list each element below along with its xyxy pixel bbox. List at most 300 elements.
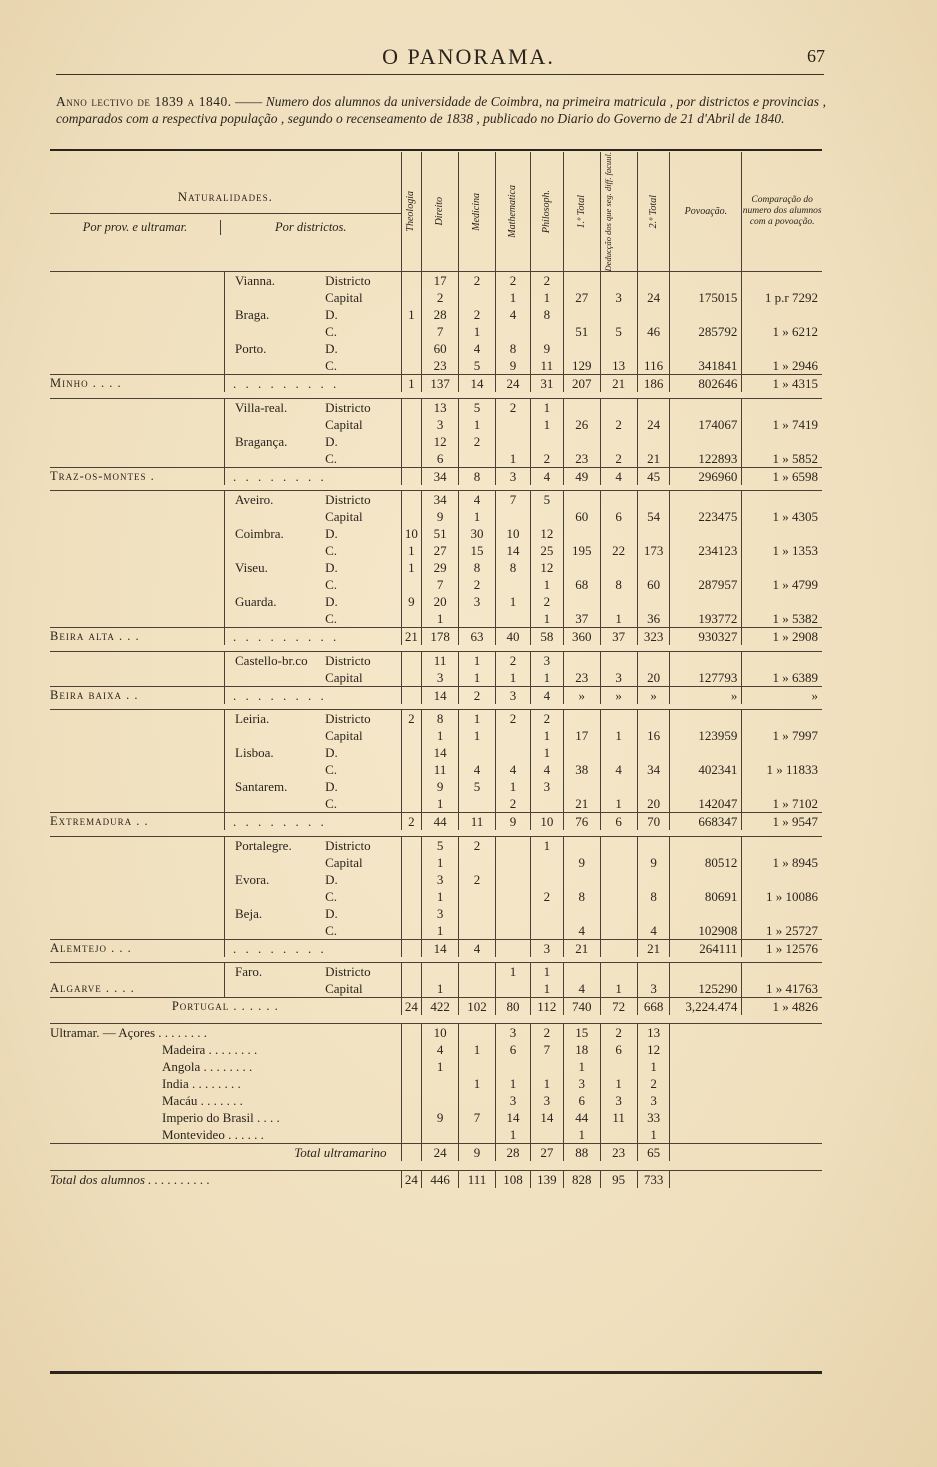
ultramar-value [401, 1023, 422, 1041]
portugal-value: 80 [496, 998, 531, 1016]
value-cell: 7 [496, 491, 531, 509]
grand-total-value: 108 [496, 1171, 531, 1189]
district-type: C. [325, 358, 338, 374]
value-cell [401, 357, 422, 375]
province-cell [50, 905, 225, 922]
value-cell: 1 [422, 727, 459, 744]
value-cell: 30 [459, 525, 496, 542]
povoacao-cell [670, 836, 742, 854]
total-value-cell [401, 939, 422, 957]
value-cell: 1 [459, 508, 496, 525]
value-cell [496, 744, 531, 761]
value-cell [496, 871, 531, 888]
province-cell [50, 323, 225, 340]
value-cell: 5 [422, 836, 459, 854]
value-cell: 17 [563, 727, 600, 744]
value-cell: 9 [637, 854, 670, 871]
value-cell [401, 778, 422, 795]
value-cell: 6 [600, 508, 637, 525]
value-cell [401, 922, 422, 940]
value-cell: 3 [422, 905, 459, 922]
comparacao-cell: 1 » 4305 [742, 508, 822, 525]
value-cell: 2 [459, 272, 496, 290]
district-type: Capital [325, 981, 363, 997]
table-row [50, 778, 822, 795]
ultramar-value [459, 1023, 496, 1041]
province-name: Beira alta . . . [50, 628, 225, 646]
table-body [50, 272, 822, 1189]
comparacao-cell: 1 » 7997 [742, 727, 822, 744]
comparacao-cell: 1 » 2946 [742, 357, 822, 375]
value-cell [401, 980, 422, 998]
portugal-comparacao: 1 » 4826 [742, 998, 822, 1016]
province-cell [50, 491, 225, 509]
value-cell [637, 559, 670, 576]
district-type: Capital [325, 669, 363, 685]
header-por-prov: Por prov. e ultramar. [50, 220, 221, 235]
povoacao-cell: 122893 [670, 450, 742, 468]
comparacao-total: 1 » 2908 [742, 628, 822, 646]
ultramar-total-value: 88 [563, 1143, 600, 1161]
district-name: Porto. [225, 340, 326, 357]
value-cell: 1 [600, 610, 637, 628]
comparacao-cell [742, 710, 822, 728]
total-value-cell: 40 [496, 628, 531, 646]
district-type: Capital [325, 416, 363, 432]
province-cell [50, 854, 225, 871]
empty-cell [742, 1143, 822, 1161]
value-cell [563, 525, 600, 542]
value-cell [530, 433, 563, 450]
comparacao-total: 1 » 6598 [742, 467, 822, 485]
value-cell: 21 [563, 795, 600, 813]
value-cell [600, 744, 637, 761]
ultramar-value [600, 1126, 637, 1144]
value-cell [637, 963, 670, 981]
value-cell [496, 416, 531, 433]
province-cell [50, 744, 225, 761]
province-cell [50, 306, 225, 323]
value-cell [401, 905, 422, 922]
table-header-row [50, 152, 822, 272]
ultramar-total-value: 24 [422, 1143, 459, 1161]
value-cell [600, 433, 637, 450]
district-name: Portalegre. [225, 836, 326, 854]
povoacao-total: 802646 [670, 375, 742, 393]
value-cell: 2 [496, 710, 531, 728]
total-value-cell: 10 [530, 813, 563, 831]
value-cell: 3 [600, 669, 637, 687]
value-cell: 17 [422, 272, 459, 290]
value-cell [401, 491, 422, 509]
total-value-cell: 21 [563, 939, 600, 957]
ultramar-total-label: Total ultramarino [50, 1143, 401, 1161]
district-name [225, 357, 326, 375]
ultramar-value [459, 1126, 496, 1144]
table-row [50, 593, 822, 610]
value-cell [401, 508, 422, 525]
value-cell: 13 [422, 398, 459, 416]
value-cell: 8 [563, 888, 600, 905]
value-cell: 12 [530, 559, 563, 576]
portugal-value: 112 [530, 998, 563, 1016]
ultramar-value: 15 [563, 1023, 600, 1041]
empty-cell [742, 1092, 822, 1109]
table-row [50, 542, 822, 559]
total-value-cell: 323 [637, 628, 670, 646]
province-cell [50, 610, 225, 628]
value-cell: 10 [496, 525, 531, 542]
value-cell: 1 [459, 710, 496, 728]
value-cell [637, 593, 670, 610]
value-cell: 8 [496, 559, 531, 576]
district-type: Districto [325, 491, 401, 509]
ultramar-value: 9 [422, 1109, 459, 1126]
table-row [50, 651, 822, 669]
district-type: C. [325, 888, 338, 904]
value-cell: 2 [496, 651, 531, 669]
value-cell [496, 905, 531, 922]
ultramar-total-value: 27 [530, 1143, 563, 1161]
table-row [50, 306, 822, 323]
value-cell [496, 922, 531, 940]
district-name: Lisboa. [225, 744, 326, 761]
total-value-cell: 24 [496, 375, 531, 393]
table-row [50, 669, 822, 687]
province-cell [50, 416, 225, 433]
ultramar-value [496, 1058, 531, 1075]
povoacao-cell [670, 593, 742, 610]
province-total-row [50, 939, 822, 957]
total-value-cell [401, 686, 422, 704]
total-value-cell: 2 [459, 686, 496, 704]
empty-cell [742, 1171, 822, 1189]
value-cell [496, 854, 531, 871]
value-cell: 1 [459, 323, 496, 340]
spacer-row [50, 1161, 822, 1171]
ultramar-label: Angola . . . . . . . . [162, 1058, 253, 1074]
value-cell: 5 [459, 778, 496, 795]
povoacao-cell: 223475 [670, 508, 742, 525]
total-value-cell: 34 [422, 467, 459, 485]
povoacao-cell: 142047 [670, 795, 742, 813]
ultramar-value: 13 [637, 1023, 670, 1041]
value-cell: 116 [637, 357, 670, 375]
value-cell: 11 [422, 761, 459, 778]
district-type: C. [325, 762, 338, 778]
ultramar-value: 7 [459, 1109, 496, 1126]
total-value-cell: 3 [496, 467, 531, 485]
district-name [225, 795, 326, 813]
total-value-cell: 44 [422, 813, 459, 831]
povoacao-cell [670, 559, 742, 576]
province-name: Extremadura . . [50, 813, 225, 831]
value-cell: 8 [530, 306, 563, 323]
value-cell [563, 744, 600, 761]
povoacao-cell: 175015 [670, 289, 742, 306]
value-cell [637, 433, 670, 450]
comparacao-cell [742, 525, 822, 542]
total-value-cell: 9 [496, 813, 531, 831]
value-cell: 129 [563, 357, 600, 375]
value-cell [530, 795, 563, 813]
total-value-cell: » [600, 686, 637, 704]
district-type: C. [325, 577, 338, 593]
ultramar-value: 12 [637, 1041, 670, 1058]
district-type: D. [325, 341, 338, 357]
ultramar-value: 3 [563, 1075, 600, 1092]
value-cell [637, 491, 670, 509]
header-medicina: Medicina [459, 152, 496, 272]
total-value-cell: 4 [600, 467, 637, 485]
value-cell [401, 669, 422, 687]
value-cell [401, 289, 422, 306]
ultramar-value [459, 1058, 496, 1075]
value-cell [401, 651, 422, 669]
value-cell: 1 [496, 289, 531, 306]
povoacao-cell [670, 871, 742, 888]
povoacao-total: » [670, 686, 742, 704]
district-type: D. [325, 779, 338, 795]
value-cell: 1 [530, 289, 563, 306]
ultramar-total-value [401, 1143, 422, 1161]
ultramar-value: 3 [530, 1092, 563, 1109]
povoacao-cell [670, 306, 742, 323]
value-cell: 34 [637, 761, 670, 778]
value-cell [563, 836, 600, 854]
empty-cell [670, 1023, 742, 1041]
header-deduccao: Deducção dos que seg. diff. facuul. [600, 152, 637, 272]
value-cell [563, 398, 600, 416]
district-type: D. [325, 594, 338, 610]
total-value-cell: 4 [530, 467, 563, 485]
header-theologia: Theologia [401, 152, 422, 272]
value-cell [563, 272, 600, 290]
table-row [50, 416, 822, 433]
portugal-value: 422 [422, 998, 459, 1016]
ultramar-label: Ultramar. — Açores . . . . . . . . [50, 1023, 401, 1041]
district-name [225, 323, 326, 340]
intro-dash: —— [235, 94, 263, 109]
value-cell: 1 [422, 922, 459, 940]
value-cell [401, 727, 422, 744]
value-cell [637, 744, 670, 761]
district-type: C. [325, 796, 338, 812]
province-cell [50, 963, 225, 981]
dotted-leader: . . . . . . . . [225, 686, 402, 704]
value-cell: 1 [496, 778, 531, 795]
value-cell [530, 905, 563, 922]
province-cell [50, 922, 225, 940]
table-row [50, 888, 822, 905]
value-cell [600, 593, 637, 610]
value-cell: 20 [422, 593, 459, 610]
ultramar-total-value: 65 [637, 1143, 670, 1161]
povoacao-total: 296960 [670, 467, 742, 485]
value-cell [600, 888, 637, 905]
ultramar-row [50, 1058, 822, 1075]
district-name [225, 669, 326, 687]
empty-cell [670, 1109, 742, 1126]
ultramar-label: India . . . . . . . . [162, 1075, 241, 1091]
district-type: Capital [325, 509, 363, 525]
value-cell [496, 980, 531, 998]
district-name: Viseu. [225, 559, 326, 576]
table-row [50, 710, 822, 728]
comparacao-cell: 1 » 7419 [742, 416, 822, 433]
ultramar-value [422, 1092, 459, 1109]
grand-total-value: 24 [401, 1171, 422, 1189]
value-cell: 2 [530, 710, 563, 728]
district-type: D. [325, 560, 338, 576]
district-name: Guarda. [225, 593, 326, 610]
province-name: Minho . . . . [50, 375, 225, 393]
province-cell [50, 669, 225, 687]
header-por-distr: Por districtos. [275, 219, 347, 234]
total-value-cell: 14 [422, 939, 459, 957]
header-total-1: 1.º Total [563, 152, 600, 272]
ultramar-label: Imperio do Brasil . . . . [162, 1109, 280, 1125]
value-cell [401, 272, 422, 290]
value-cell: 36 [637, 610, 670, 628]
ultramar-value [600, 1058, 637, 1075]
povoacao-cell [670, 398, 742, 416]
total-value-cell: 14 [459, 375, 496, 393]
value-cell: 8 [422, 710, 459, 728]
ultramar-value: 1 [637, 1126, 670, 1144]
value-cell: 24 [637, 289, 670, 306]
district-type: C. [325, 611, 338, 627]
district-type: D. [325, 871, 338, 887]
grand-total-label: Total dos alumnos . . . . . . . . . . [50, 1171, 401, 1189]
value-cell: 15 [459, 542, 496, 559]
value-cell: 2 [459, 433, 496, 450]
province-cell [50, 778, 225, 795]
province-total-row [50, 375, 822, 393]
province-name: Beira baixa . . [50, 686, 225, 704]
ultramar-label: Macáu . . . . . . . [162, 1092, 243, 1108]
total-value-cell: 178 [422, 628, 459, 646]
povoacao-cell: 80691 [670, 888, 742, 905]
povoacao-cell [670, 710, 742, 728]
ultramar-value: 10 [422, 1023, 459, 1041]
value-cell: 23 [563, 669, 600, 687]
value-cell [459, 450, 496, 468]
intro-text-1: Numero dos alumnos da universidade de Coimbra [265, 94, 539, 109]
ultramar-row [50, 1109, 822, 1126]
total-value-cell [496, 939, 531, 957]
total-value-cell: 14 [422, 686, 459, 704]
ultramar-value: 1 [637, 1058, 670, 1075]
portugal-label: Portugal . . . . . . [50, 998, 401, 1016]
value-cell: 13 [600, 357, 637, 375]
povoacao-cell: 234123 [670, 542, 742, 559]
header-povoacao: Povoação. [670, 152, 742, 272]
table-row [50, 761, 822, 778]
value-cell: 9 [422, 778, 459, 795]
value-cell [563, 340, 600, 357]
total-value-cell: 4 [530, 686, 563, 704]
district-name: Coimbra. [225, 525, 326, 542]
district-name: Faro. [225, 963, 326, 981]
povoacao-cell [670, 433, 742, 450]
ultramar-value [401, 1041, 422, 1058]
spacer-row [50, 1015, 822, 1023]
value-cell: 60 [422, 340, 459, 357]
ultramar-value: 2 [600, 1023, 637, 1041]
province-total-row [50, 813, 822, 831]
ultramar-value [422, 1075, 459, 1092]
comparacao-cell [742, 340, 822, 357]
value-cell: 20 [637, 669, 670, 687]
povoacao-cell [670, 525, 742, 542]
value-cell: 1 [496, 593, 531, 610]
province-cell [50, 871, 225, 888]
province-cell [50, 593, 225, 610]
comparacao-cell [742, 491, 822, 509]
comparacao-cell: 1 » 41763 [742, 980, 822, 998]
value-cell: 2 [530, 272, 563, 290]
page-header [0, 40, 937, 70]
total-value-cell: 8 [459, 467, 496, 485]
value-cell: 1 [600, 980, 637, 998]
province-cell [50, 525, 225, 542]
district-name: Villa-real. [225, 398, 326, 416]
total-value-cell: 63 [459, 628, 496, 646]
povoacao-cell: 80512 [670, 854, 742, 871]
value-cell [496, 727, 531, 744]
grand-total-row [50, 1171, 822, 1189]
povoacao-cell: 102908 [670, 922, 742, 940]
district-name: Evora. [225, 871, 326, 888]
empty-cell [670, 1126, 742, 1144]
value-cell [563, 871, 600, 888]
value-cell: 1 [530, 727, 563, 744]
total-value-cell: 186 [637, 375, 670, 393]
table-row [50, 559, 822, 576]
value-cell: 1 [530, 576, 563, 593]
value-cell: 1 [530, 980, 563, 998]
comparacao-cell [742, 836, 822, 854]
ultramar-value [530, 1126, 563, 1144]
ultramar-value: 2 [637, 1075, 670, 1092]
value-cell: 5 [459, 398, 496, 416]
value-cell: 12 [422, 433, 459, 450]
intro-text-2: , na primeira matricula , por districtos e provincias , comparados com a respectiva população , segundo o recenseamento de 1838 , publicado no Diario do Governo de 21 d'Abril de 1840. [56, 94, 826, 126]
povoacao-cell: 402341 [670, 761, 742, 778]
value-cell [530, 508, 563, 525]
ultramar-value: 1 [459, 1041, 496, 1058]
value-cell: 1 [422, 795, 459, 813]
value-cell [401, 340, 422, 357]
province-name: Traz-os-montes . [50, 467, 225, 485]
total-value-cell: 4 [459, 939, 496, 957]
value-cell [563, 491, 600, 509]
value-cell: 1 [600, 795, 637, 813]
value-cell [600, 525, 637, 542]
ultramar-total-value: 23 [600, 1143, 637, 1161]
district-name [225, 888, 326, 905]
page-title: O PANORAMA. [382, 44, 555, 69]
value-cell [459, 888, 496, 905]
header-philosophia: Philosoph. [530, 152, 563, 272]
comparacao-cell: 1 » 8945 [742, 854, 822, 871]
ultramar-value: 44 [563, 1109, 600, 1126]
value-cell: 21 [637, 450, 670, 468]
comparacao-total: 1 » 4315 [742, 375, 822, 393]
table-row [50, 433, 822, 450]
value-cell [563, 905, 600, 922]
